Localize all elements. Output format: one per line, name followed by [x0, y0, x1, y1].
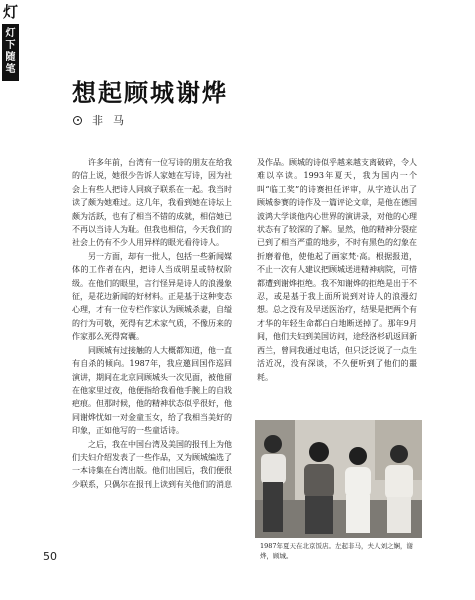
left-column — [72, 156, 232, 491]
column-tab — [2, 0, 19, 81]
paragraph: 许多年前，台湾有一位写诗的朋友在给我的信上说，她很少告诉人家她在写诗，因为社会上有些人把诗人同疯子联系在一起。我当时读了颇为她难过。这几年，我看到她在诗坛上颇为活跃，也有了相当不错的成就，相信她已不再以当诗人为耻。但我也相信，今天我们的社会上仍有不少人用异样的眼光看待诗人。 — [72, 158, 232, 248]
paragraph: 及作品。顾城的诗似乎越来越支离破碎，令人难以卒读。1993年夏天，我为国内一个叫“临工奖”的诗赛担任评审，从字迹认出了顾城参赛的诗作及一篇评论文章，是他在德国波鸿大学谈他内心世界的演讲录，对他的心理状态有了较深的了解。显然，他的精神分裂症已到了相当严重的地步，不时有黑色的幻象在折磨着他，使他起了画家梵·高。根据报道，不止一次有人建议把顾城送进精神病院，可惜都遭到谢烨拒绝。我不知谢烨的拒绝是出于不忍，或是基于我上面所说到对诗人的浪漫幻想。总之没有及早送医治疗，结果是把两个有才华的年轻生命都白白地断送掉了。那年9月间，他们夫妇到美国访问，途经洛杉矶返回新西兰，曾同我通过电话，但只泛泛说了一点生活近况，没有深谈，不久便听到了他们的噩耗。 — [257, 158, 417, 382]
byline-circle-icon — [73, 116, 82, 125]
column-name-char: 下 — [5, 40, 16, 51]
photo-caption: 1987年夏天在北京饭店。左起非马，夫人刘之娴，谢烨，顾城。 — [260, 542, 414, 560]
right-column — [257, 156, 417, 384]
byline — [73, 112, 134, 128]
paragraph: 另一方面，却有一批人，包括一些新闻媒体的工作者在内，把诗人当成明星或特权阶级。在他们的眼里，言行怪异是诗人的浪漫象征，是花边新闻的好材料。正是基于这种变态心理，才有一位专栏作家认为顾城杀妻，自缢的行为可敬，死得有艺术家气质，不像历来的作家那么死得窝囊。 — [72, 251, 232, 342]
paragraph: 之后，我在中国台湾及美国的报刊上为他们夫妇介绍发表了一些作品，又为顾城编选了一本诗集在台湾出版。他们出国后，我们便很少联系，只偶尔在报刊上读到有关他们的消息 — [72, 439, 232, 489]
group-photo — [255, 420, 422, 538]
column-name — [2, 24, 19, 81]
author-name: 非马 — [92, 114, 134, 127]
photo-illustration — [255, 420, 422, 538]
column-name-char: 灯 — [5, 28, 16, 39]
page-number: 50 — [43, 550, 57, 563]
column-name-char: 随 — [5, 52, 16, 63]
paragraph: 同顾城有过接触的人大概都知道，他一直有自杀的倾向。1987年，我应邀回国作巡回演讲，期间在北京同顾城头一次见面，被他留在他家里过夜，他便指给我看他手腕上的自戕疤痕。但那时候，他的精神状态似乎很好，他同谢烨忧如一对金童玉女，给了我相当美好的印象，正如他写的一些童话诗。 — [72, 345, 232, 436]
article-title: 想起顾城谢烨 — [72, 79, 228, 107]
column-logo: 灯 — [2, 2, 18, 21]
column-name-char: 笔 — [5, 64, 16, 75]
